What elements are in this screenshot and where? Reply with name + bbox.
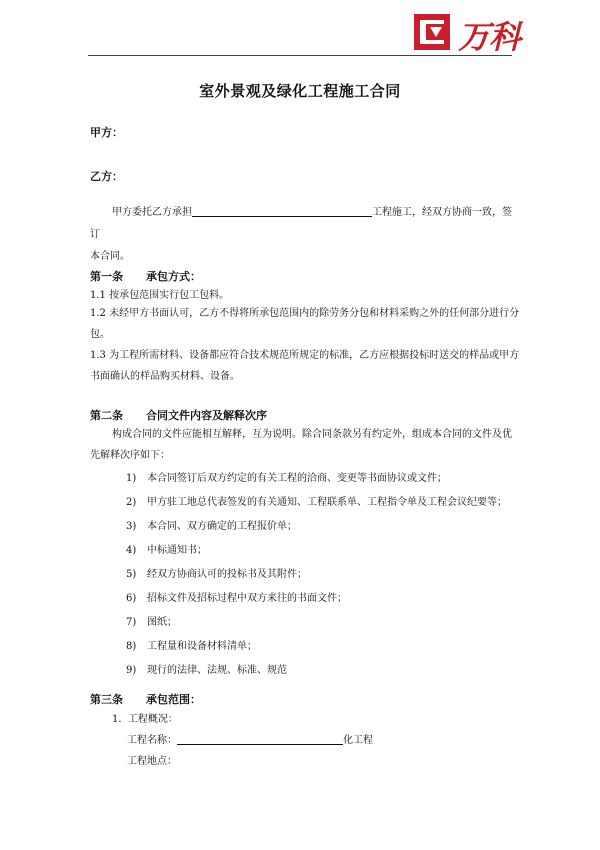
list-item bbox=[90, 516, 520, 537]
article-1-clause-3: 1.3 为工程所需材料、设备都应符合技术规范所规定的标准，乙方应根据投标时送交的样品或甲方书面确认的样品购买材料、设备。 bbox=[90, 350, 520, 382]
list-item bbox=[90, 612, 520, 633]
list-item bbox=[90, 660, 520, 681]
article-1-title: 承包方式： bbox=[146, 270, 201, 283]
list-item-text: 现行的法律、法规、标准、规范 bbox=[147, 665, 287, 676]
intro-text-after: 工程施工，经双方协商一致，签订 bbox=[90, 207, 512, 240]
intro-text-before: 甲方委托乙方承担 bbox=[112, 207, 192, 218]
list-item-text: 中标通知书； bbox=[147, 545, 207, 556]
list-item-marker: 4) bbox=[126, 545, 137, 556]
scope-overview-label: 工程概况： bbox=[127, 714, 178, 725]
party-b-label: 乙方： bbox=[90, 170, 123, 183]
project-location-label: 工程地点： bbox=[127, 756, 177, 767]
article-1-clause-2: 1.2 未经甲方书面认可，乙方不得将所承包范围内的除劳务分包和材料采购之外的任何部分进行分包。 bbox=[90, 308, 520, 340]
list-item bbox=[90, 588, 520, 609]
vanke-logo bbox=[412, 10, 544, 54]
scope-sub-marker: 1. bbox=[112, 714, 122, 725]
list-item-marker: 9) bbox=[126, 665, 137, 676]
scope-overview bbox=[112, 710, 178, 725]
list-item-text: 图纸； bbox=[147, 617, 177, 628]
list-item-text: 甲方驻工地总代表签发的有关通知、工程联系单、工程指令单及工程会议纪要等； bbox=[147, 497, 507, 508]
intro-paragraph bbox=[90, 202, 520, 268]
article-2-title: 合同文件内容及解释次序 bbox=[146, 409, 267, 422]
list-item-text: 本合同、双方确定的工程报价单； bbox=[147, 521, 297, 532]
article-2-list bbox=[90, 468, 520, 681]
list-item bbox=[90, 636, 520, 657]
document-title: 室外景观及绿化工程施工合同 bbox=[199, 82, 401, 100]
list-item-marker: 7) bbox=[126, 617, 137, 628]
list-item-marker: 8) bbox=[126, 641, 137, 652]
list-item-text: 本合同签订后双方约定的有关工程的洽商、变更等书面协议或文件； bbox=[147, 473, 447, 484]
article-3-number: 第三条 bbox=[90, 693, 123, 706]
project-name-row bbox=[127, 731, 373, 746]
article-2-intro: 构成合同的文件应能相互解释，互为说明。除合同条款另有约定外，组成本合同的文件及优先解释次序如下： bbox=[90, 429, 512, 461]
vanke-logo-text: 万科 bbox=[458, 18, 521, 56]
article-2-heading bbox=[90, 407, 267, 423]
article-2-number: 第二条 bbox=[90, 409, 123, 422]
list-item bbox=[90, 492, 520, 513]
list-item bbox=[90, 564, 520, 585]
project-name-suffix: 化工程 bbox=[343, 735, 373, 746]
article-1-number: 第一条 bbox=[90, 270, 123, 283]
intro-text-line2: 本合同。 bbox=[90, 251, 130, 262]
article-1-clause-1: 1.1 按承包范围实行包工包料。 bbox=[90, 290, 230, 301]
list-item-text: 经双方协商认可的投标书及其附件； bbox=[147, 569, 307, 580]
list-item-marker: 2) bbox=[126, 497, 137, 508]
list-item-text: 工程量和设备材料清单； bbox=[147, 641, 257, 652]
project-blank-field bbox=[192, 204, 372, 217]
project-name-blank-field bbox=[177, 732, 343, 745]
list-item bbox=[90, 540, 520, 561]
list-item bbox=[90, 468, 520, 489]
article-3-title: 承包范围： bbox=[146, 693, 201, 706]
list-item-marker: 5) bbox=[126, 569, 137, 580]
article-1-heading bbox=[90, 268, 201, 284]
article-3-heading bbox=[90, 691, 201, 707]
project-name-label: 工程名称： bbox=[127, 735, 177, 746]
list-item-text: 招标文件及招标过程中双方来往的书面文件； bbox=[147, 593, 347, 604]
header-rule bbox=[88, 55, 512, 56]
list-item-marker: 1) bbox=[126, 473, 137, 484]
list-item-marker: 6) bbox=[126, 593, 137, 604]
list-item-marker: 3) bbox=[126, 521, 137, 532]
party-a-label: 甲方： bbox=[90, 126, 123, 139]
